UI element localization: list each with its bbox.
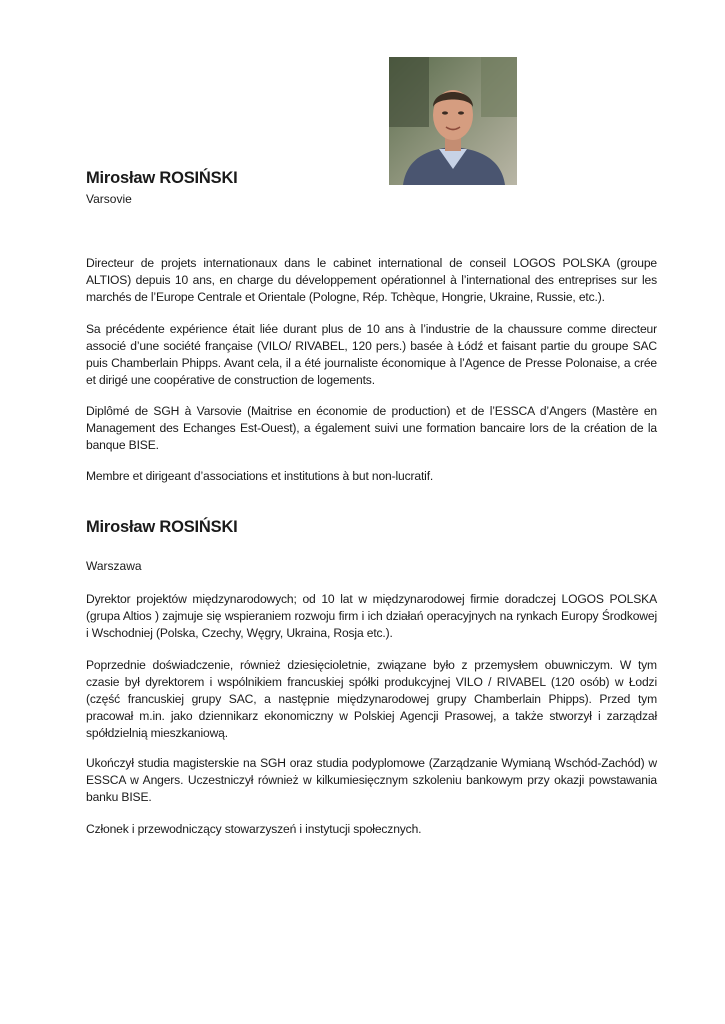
name-heading-polish: Mirosław ROSIŃSKI xyxy=(86,518,238,536)
paragraph-polish-4: Członek i przewodniczący stowarzyszeń i instytucji społecznych. xyxy=(86,822,422,836)
paragraph-french-4: Membre et dirigeant d’associations et institutions à but non-lucratif. xyxy=(86,469,434,483)
name-heading-french: Mirosław ROSIŃSKI xyxy=(86,169,238,187)
city-french: Varsovie xyxy=(86,192,132,206)
paragraph-polish-2: Poprzednie doświadczenie, również dziesięcioletnie, związane było z przemysłem obuwniczym. W tym czasie był dyrektorem i wspólnikiem francuskiej spółki produkcyjnej VILO / RIVABEL (120 osób) w Łodzi (część francuskiej grupy SAC, a następnie międzynarodowej grupy Chamberlain Phipps). Przed tym pracował m.in. jako dziennikarz ekonomiczny w Polskiej Agencji Prasowej, a także stworzył i zarządzał spółdzielnią mieszkaniową. xyxy=(86,658,657,740)
paragraph-polish-1: Dyrektor projektów międzynarodowych; od 10 lat w międzynarodowej firmie doradczej LOGOS POLSKA (grupa Altios ) zajmuje się wspieraniem rozwoju firm i ich działań operacyjnych na rynkach Europy Środkowej i Wschodniej (Polska, Czechy, Węgry, Ukraina, Rosja etc.). xyxy=(86,592,657,640)
paragraph-french-3: Diplômé de SGH à Varsovie (Maitrise en économie de production) et de l’ESSCA d’Angers (Mastère en Management des Echanges Est-Ouest), a également suivi une formation bancaire lors de la création de la banque BISE. xyxy=(86,404,657,452)
paragraph-polish-3: Ukończył studia magisterskie na SGH oraz studia podyplomowe (Zarządzanie Wymianą Wschód-Zachód) w ESSCA w Angers. Uczestniczył również w kilkumiesięcznym szkoleniu bankowym przy okazji powstawania banku BISE. xyxy=(86,756,657,804)
paragraph-french-1: Directeur de projets internationaux dans le cabinet international de conseil LOGOS POLSKA (groupe ALTIOS) depuis 10 ans, en charge du développement opérationnel à l’international des entreprises sur les marchés de l’Europe Centrale et Orientale (Pologne, Rép. Tchèque, Hongrie, Ukraine, Russie, etc.). xyxy=(86,256,657,304)
city-polish: Warszawa xyxy=(86,559,142,573)
portrait-photo xyxy=(389,57,517,185)
paragraph-french-2: Sa précédente expérience était liée durant plus de 10 ans à l’industrie de la chaussure comme directeur associé d’une société française (VILO/ RIVABEL, 120 pers.) basée à Łódź et faisant partie du groupe SAC puis Chamberlain Phipps. Avant cela, il a été journaliste économique à l’Agence de Presse Polonaise, a crée et dirigé une coopérative de construction de logements. xyxy=(86,322,657,387)
